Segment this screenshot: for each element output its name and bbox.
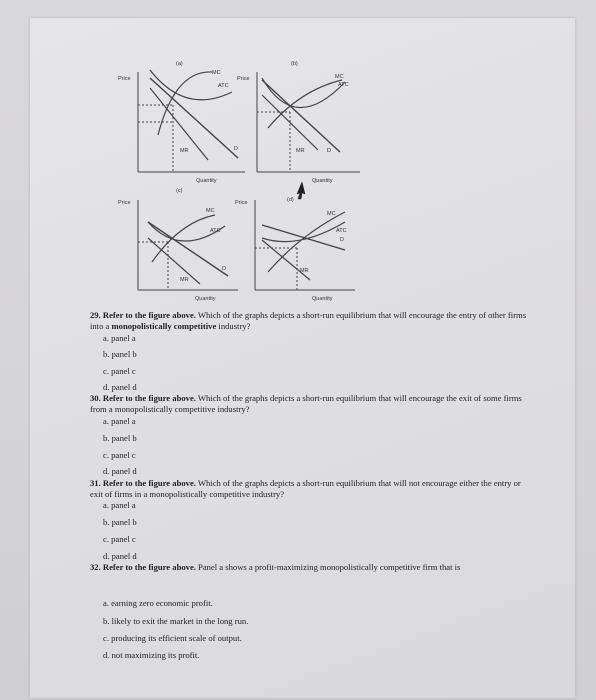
question-29-stem (90, 310, 530, 331)
panel-a-mc-label: MC (212, 70, 221, 76)
panel-b-mc-label: MC (335, 74, 344, 80)
question-32-option-b[interactable]: b. likely to exit the market in the long run. (103, 616, 249, 626)
panel-c-mc-label: MC (206, 208, 215, 214)
question-29-option-b[interactable]: b. panel b (103, 349, 137, 359)
question-30-stem (90, 393, 530, 414)
panel-b-mr-label: MR (296, 148, 305, 154)
panel-d (255, 200, 355, 290)
question-30-number: 30. (90, 393, 101, 403)
question-31-option-a[interactable]: a. panel a (103, 500, 136, 510)
question-29-lead: Refer to the figure above. (102, 310, 196, 320)
panel-a-atc-label: ATC (218, 83, 229, 89)
question-32-lead: Refer to the figure above. (102, 562, 196, 572)
question-29-option-c[interactable]: c. panel c (103, 366, 136, 376)
question-29 (90, 310, 530, 331)
cost-curves-figure (0, 0, 596, 320)
question-29-text: Which of the graphs depicts a short-run equilibrium that will encourage the entry of other firms into a (90, 310, 527, 331)
question-29-number: 29. (90, 310, 101, 320)
panel-a (138, 70, 245, 172)
panel-a-d-label: D (234, 146, 238, 152)
question-30 (90, 393, 530, 414)
question-31-stem (90, 478, 530, 499)
panel-b-atc-label: ATC (338, 82, 349, 88)
panel-d-mr-label: MR (300, 268, 309, 274)
question-32-stem (90, 562, 530, 573)
question-31-option-c[interactable]: c. panel c (103, 534, 136, 544)
question-30-option-a[interactable]: a. panel a (103, 416, 136, 426)
panel-d-atc-label: ATC (336, 228, 347, 234)
question-32-number: 32. (90, 562, 101, 572)
question-29-emphasis: monopolistically competitive (111, 320, 217, 331)
question-29-option-d[interactable]: d. panel d (103, 382, 137, 392)
panel-d-d-label: D (340, 237, 344, 243)
question-32-option-d[interactable]: d. not maximizing its profit. (103, 650, 200, 660)
panel-b-x-label: Quantity (312, 178, 333, 184)
panel-b-d-label: D (327, 148, 331, 154)
question-31 (90, 478, 530, 499)
panel-d-mc-label: MC (327, 211, 336, 217)
panel-a-label: (a) (176, 61, 183, 67)
question-32-text: Panel a shows a profit-maximizing monopolistically competitive firm that is (195, 562, 461, 572)
panel-a-mr-label: MR (180, 148, 189, 154)
panel-d-y-label: Price (235, 200, 248, 206)
panel-b-y-label: Price (237, 76, 250, 82)
panel-c-x-label: Quantity (195, 296, 216, 302)
panel-c-y-label: Price (118, 200, 131, 206)
question-32 (90, 562, 530, 573)
question-31-option-d[interactable]: d. panel d (103, 551, 137, 561)
question-29-text-end: industry? (216, 320, 251, 331)
cursor-icon (297, 182, 305, 199)
question-31-text: Which of the graphs depicts a short-run equilibrium that will not encourage either the entry or exit of firms in a monopolistically competitive industry? (90, 478, 521, 499)
panel-c-d-label: D (222, 266, 226, 272)
panel-c-atc-label: ATC (210, 228, 221, 234)
question-31-number: 31. (90, 478, 101, 488)
panel-a-y-label: Price (118, 76, 131, 82)
panel-d-x-label: Quantity (312, 296, 333, 302)
question-30-option-b[interactable]: b. panel b (103, 433, 137, 443)
panel-c-mr-label: MR (180, 277, 189, 283)
question-32-option-a[interactable]: a. earning zero economic profit. (103, 598, 213, 608)
question-29-option-a[interactable]: a. panel a (103, 333, 136, 343)
question-30-option-c[interactable]: c. panel c (103, 450, 136, 460)
panel-b-label: (b) (291, 61, 298, 67)
question-32-option-c[interactable]: c. producing its efficient scale of output. (103, 633, 242, 643)
question-30-text: Which of the graphs depicts a short-run equilibrium that will encourage the exit of some firms from a monopolistically competitive industry? (90, 393, 522, 414)
question-31-lead: Refer to the figure above. (102, 478, 196, 488)
question-31-option-b[interactable]: b. panel b (103, 517, 137, 527)
question-30-lead: Refer to the figure above. (102, 393, 196, 403)
question-30-option-d[interactable]: d. panel d (103, 466, 137, 476)
panel-c-label: (c) (176, 188, 183, 194)
panel-a-x-label: Quantity (196, 178, 217, 184)
panel-d-label: (d) (287, 197, 294, 203)
